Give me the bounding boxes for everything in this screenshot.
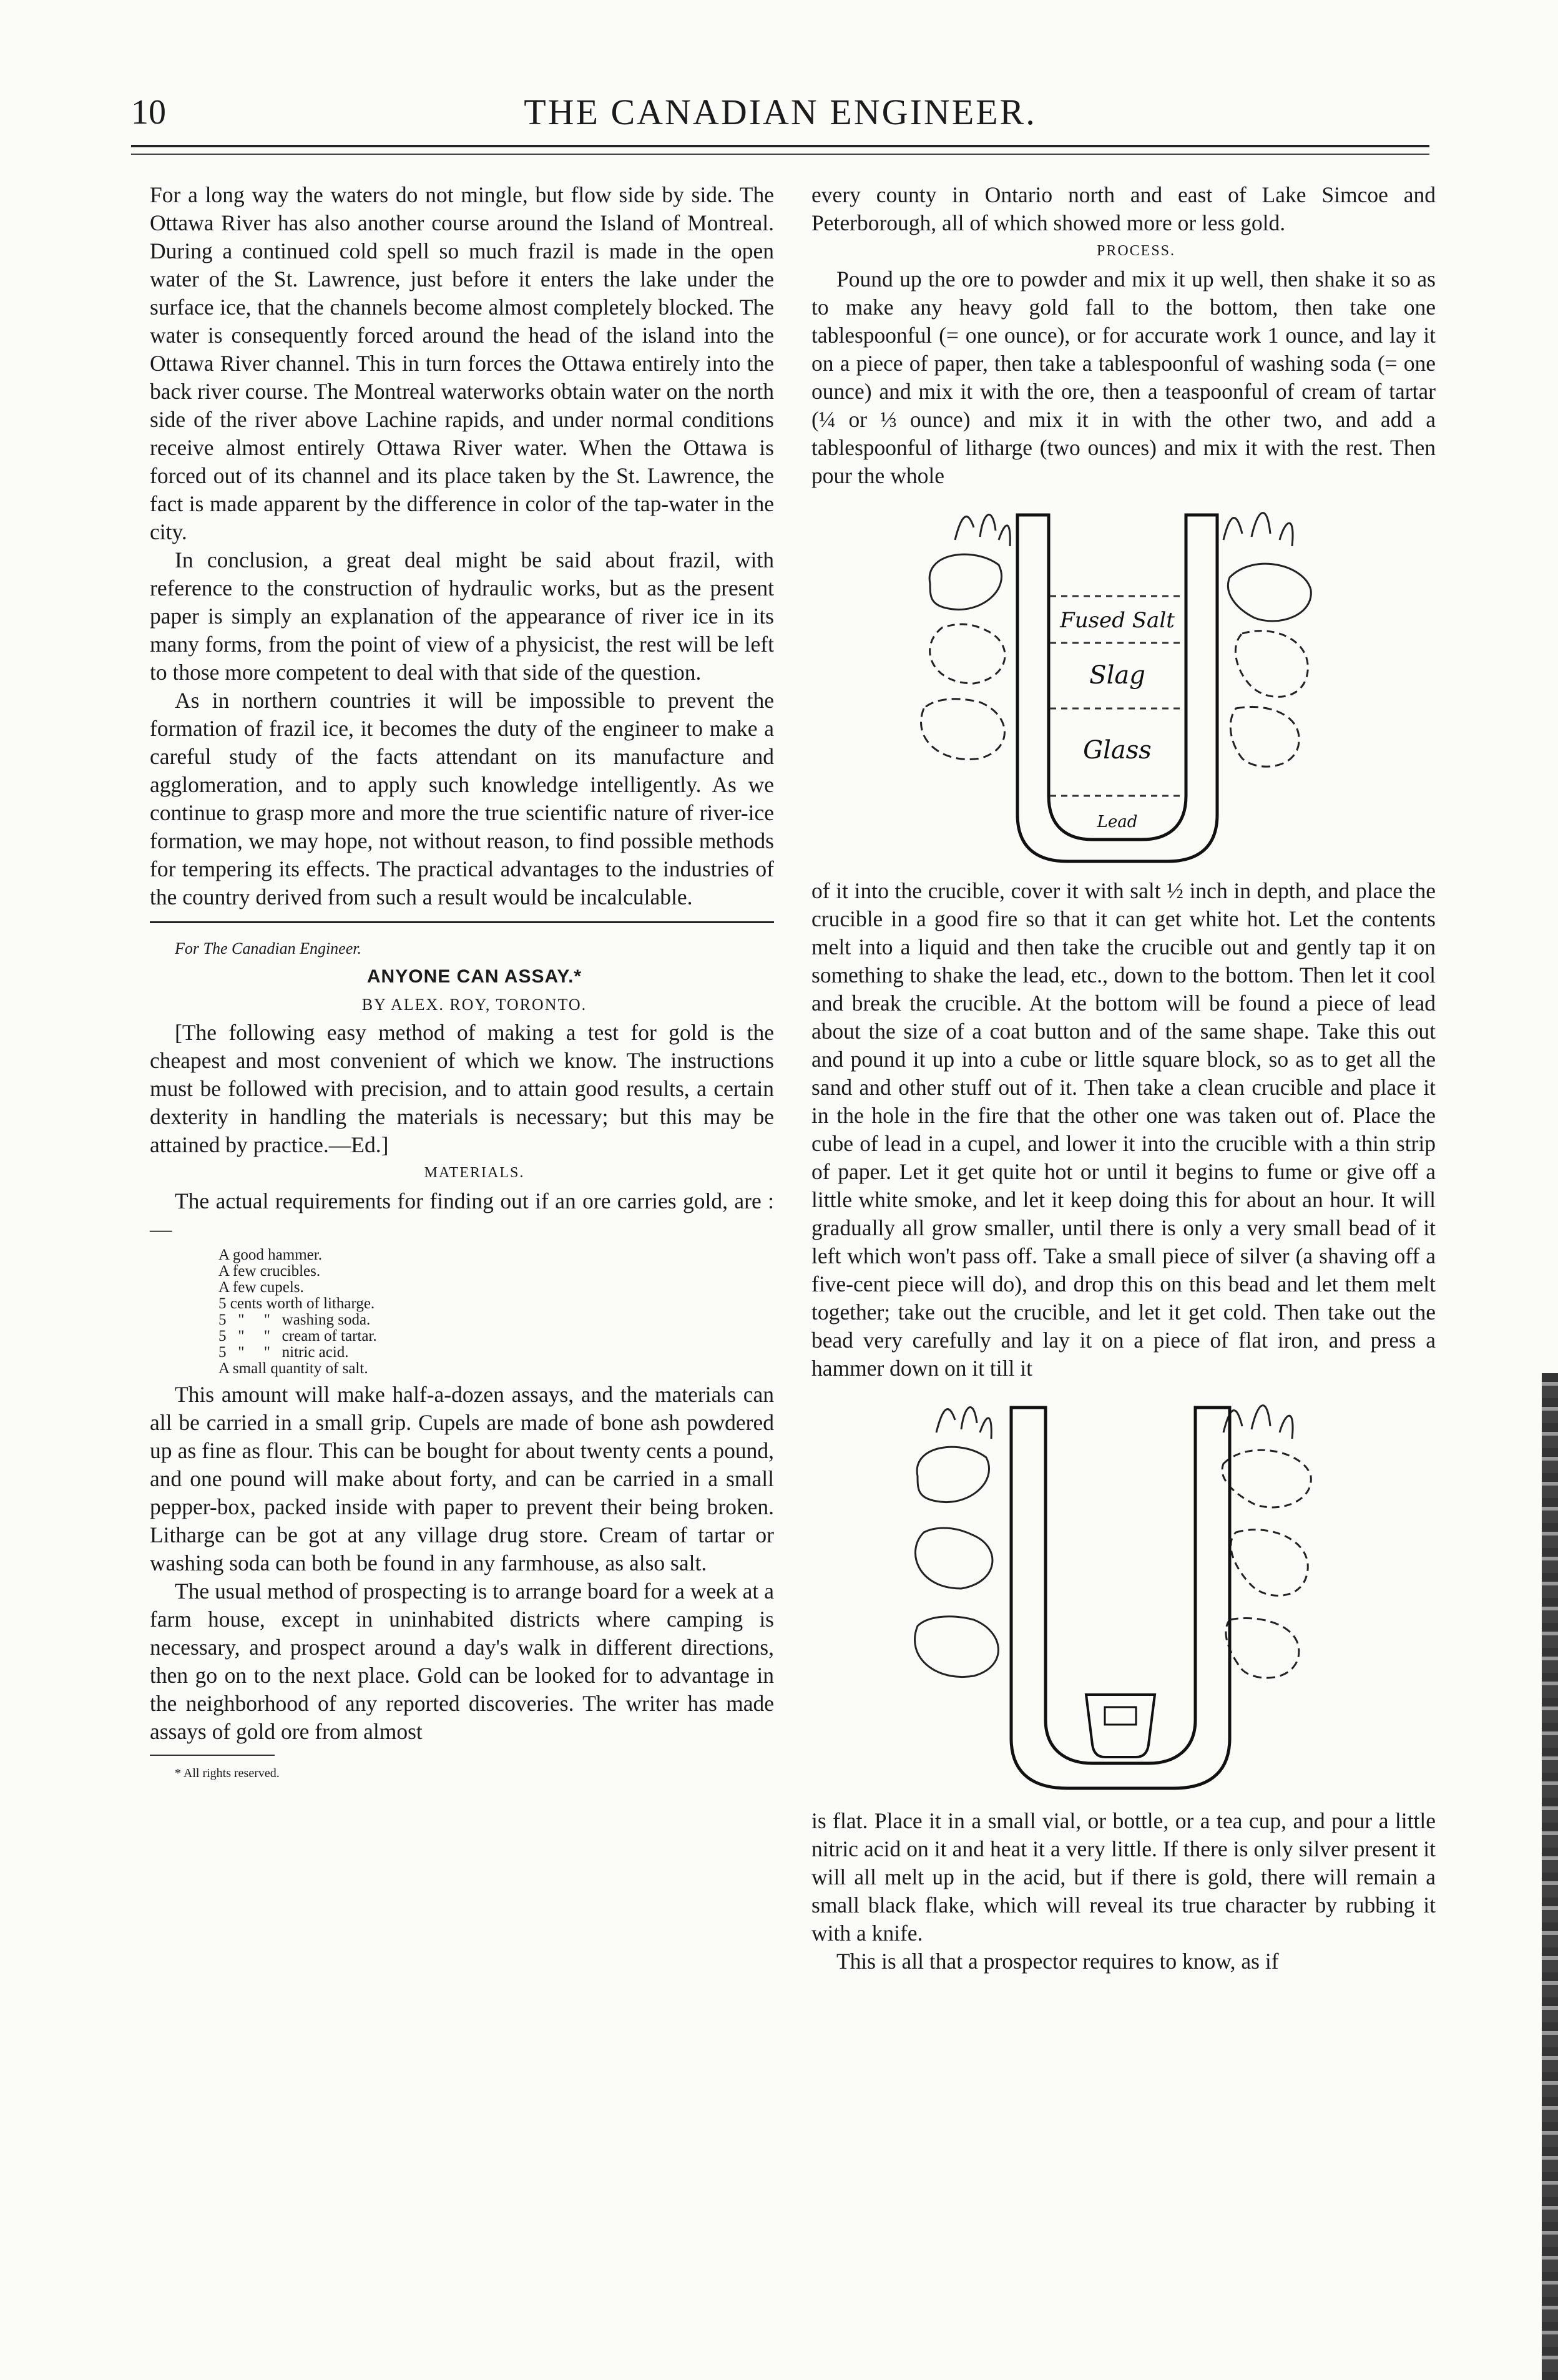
coal-lump-icon (916, 1528, 992, 1589)
list-item: 5 " " washing soda. (218, 1311, 371, 1328)
byline: BY ALEX. ROY, TORONTO. (361, 996, 587, 1014)
frazil-paragraph-3: As in northern countries it will be impossible to prevent the formation of frazil ice, it becomes the duty of the engineer to make a careful study of the facts attendant on its manufacture and agglomeration, and to apply such knowledge intelligently. As we continue to grasp more and more the true scientific nature of river-ice formation, we may hope, not without reason, to find possible methods for tempering its effects. The practical advantages to the industries of the country derived from such a result would be incalculable. (150, 688, 774, 909)
coal-lump-icon (929, 554, 1001, 609)
coal-lump-icon (921, 699, 1005, 760)
list-item: A few crucibles. (218, 1263, 321, 1280)
scan-edge-artifact (1542, 1373, 1558, 2380)
crucible-cupel-diagram-figure-2 (899, 1395, 1348, 1795)
flame-icon (936, 1408, 991, 1439)
frazil-paragraph-2: In conclusion, a great deal might be said about frazil, with reference to the construction of hydraulic works, but as the present paper is simply an explanation of the appearance of river ice in its many forms, from the point of view of a physicist, the rest will be left to those more competent to deal with that side of the question. (150, 547, 774, 685)
cupel-icon (1086, 1695, 1155, 1757)
materials-intro: The actual requirements for finding out if an ore carries gold, are :— (150, 1188, 774, 1241)
crucible-wall (1011, 1408, 1230, 1788)
materials-heading: MATERIALS. (424, 1165, 525, 1181)
list-item: A small quantity of salt. (218, 1360, 368, 1377)
coal-lump-icon (915, 1617, 999, 1677)
coal-lump-icon (1230, 707, 1299, 767)
crucible-diagram-figure-1 (905, 502, 1342, 864)
header-rule-secondary (131, 154, 1429, 155)
paragraph-prospecting: The usual method of prospecting is to arrange board for a week at a farm house, except in uninhabited districts where camping is necessary, and prospect around a day's walk in different directions, then go on to the next place. Gold can be looked for to advantage in the neighborhood of any reported discoveries. The writer has made assays of gold ore from almost (150, 1579, 774, 1744)
process-paragraph: Pound up the ore to powder and mix it up well, then shake it so as to make any heavy gold fall to the bottom, then take one tablespoonful (= one ounce), or for accurate work 1 ounce, and lay it on a piece of paper, then take a tablespoonful of washing soda (= one ounce) and mix it with the ore, then a teaspoonful of cream of tartar (¼ or ⅓ ounce) and mix it in with the other two, and add a tablespoonful of litharge (two ounces) and mix it with the rest. Then pour the whole (811, 267, 1436, 488)
flame-icon (1223, 1406, 1293, 1439)
editor-note: [The following easy method of making a test for gold is the cheapest and most convenient of which we know. The instructions must be followed with precision, and to attain good results, a certain dexterity in handling the materials is necessary; but this may be attained by practice.—Ed.] (150, 1020, 774, 1157)
article-divider (150, 921, 774, 923)
page-header (131, 87, 1429, 137)
list-item: 5 " " nitric acid. (218, 1344, 349, 1361)
list-item: A few cupels. (218, 1279, 304, 1296)
frazil-paragraph-1: For a long way the waters do not mingle, but flow side by side. The Ottawa River has also another course around the Island of Montreal. During a continued cold spell so much frazil is made in the open water of the St. Lawrence, just before it enters the lake under the surface ice, that the channels become almost completely blocked. The water is consequently forced around the head of the island into the Ottawa River channel. This in turn forces the Ottawa entirely into the back river course. The Montreal waterworks obtain water on the north side of the river above Lachine rapids, and under normal conditions receive almost entirely Ottawa River water. When the Ottawa is forced out of its channel and its place taken by the St. Lawrence, the fact is made apparent by the difference in color of the tap-water in the city. (150, 182, 774, 544)
flame-icon (955, 515, 1010, 546)
label-slag: Slag (1089, 661, 1145, 690)
right-opening-paragraph: every county in Ontario north and east of Lake Simcoe and Peterborough, all of which showed more or less gold. (811, 182, 1436, 235)
header-rule (131, 145, 1429, 147)
label-lead: Lead (1097, 813, 1138, 831)
coal-lump-icon (1231, 1530, 1308, 1596)
list-item: A good hammer. (218, 1246, 322, 1263)
flame-icon (1223, 513, 1293, 546)
running-head: THE CANADIAN ENGINEER. (524, 92, 1037, 132)
materials-list (218, 1247, 774, 1377)
article-title: ANYONE CAN ASSAY.* (366, 966, 582, 987)
paragraph-materials-carry: This amount will make half-a-dozen assays, and the materials can all be carried in a small grip. Cupels are made of bone ash powdered up as fine as flour. This can be bought for about twenty cents a pound, and one pound will make about forty, and can be carried in a small pepper-box, packed inside with paper to prevent their being broken. Litharge can be got at any village drug store. Cream of tartar or washing soda can both be found in any farmhouse, as also salt. (150, 1382, 774, 1575)
paragraph-acid-test: is flat. Place it in a small vial, or bottle, or a tea cup, and pour a little nitric acid on it and heat it a very little. If there is only silver present it will all melt up in the acid, but if there is gold, there will remain a small black flake, which will reveal its true character by rubbing it with a knife. (811, 1808, 1436, 1946)
label-glass: Glass (1083, 736, 1152, 765)
list-item: 5 " " cream of tartar. (218, 1328, 377, 1344)
list-item: 5 cents worth of litharge. (218, 1295, 375, 1312)
label-fused-salt: Fused Salt (1060, 608, 1175, 633)
coal-lump-icon (917, 1447, 989, 1502)
right-column (811, 181, 1436, 1976)
lead-cube-icon (1105, 1707, 1136, 1725)
paragraph-melting: of it into the crucible, cover it with salt ½ inch in depth, and place the crucible in a good fire so that it can get white hot. Let the contents melt into a liquid and then take the crucible out and gently tap it on something to shake the lead, etc., down to the bottom. Then let it cool and break the crucible. At the bottom will be found a piece of lead about the size of a coat button and of the same shape. Take this out and pound it up into a cube or little square block, so as to get all the sand and other stuff out of it. Then take a clean crucible and place it in the hole in the fire that the other one was taken out of. Place the cube of lead in a cupel, and lower it into the crucible with a thin strip of paper. Let it get quite hot or until it begins to fume or give off a little white smoke, and let it keep doing this for about an hour. It will gradually all grow smaller, until there is only a very small bead of it left which won't pass off. Take a small piece of silver (a shaving off a five-cent piece will do), and drop this on this bead and let them melt together; take out the crucible, and let it get cold. Then take out the bead very carefully and lay it on a piece of flat iron, and press a hammer down on it till it (811, 878, 1436, 1381)
footnote: * All rights reserved. (175, 1766, 280, 1780)
paragraph-closing: This is all that a prospector requires to know, as if (836, 1949, 1279, 1974)
coal-lump-icon (930, 624, 1005, 683)
page-number: 10 (131, 93, 166, 132)
coal-lump-icon (1226, 1618, 1299, 1678)
footnote-rule (150, 1755, 275, 1756)
coal-lump-icon (1228, 564, 1311, 621)
coal-lump-icon (1222, 1450, 1311, 1507)
left-column (150, 181, 774, 1788)
process-heading: PROCESS. (1096, 243, 1176, 259)
coal-lump-icon (1235, 631, 1308, 697)
source-line: For The Canadian Engineer. (175, 939, 361, 957)
